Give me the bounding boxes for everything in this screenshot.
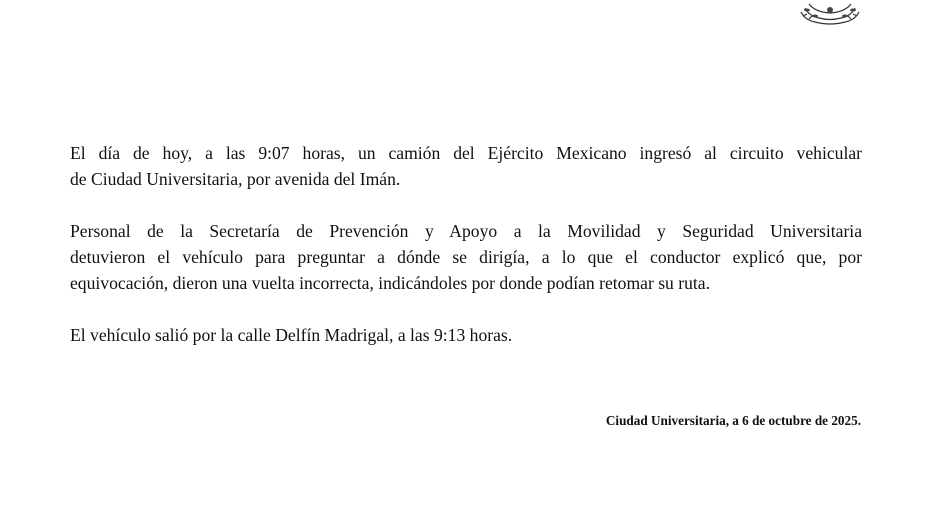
paragraph-line: detuvieron el vehículo para preguntar a dónde se dirigía, a lo que el conductor explicó que, por (70, 247, 862, 267)
institutional-seal-icon (795, 0, 865, 26)
date-line: Ciudad Universitaria, a 6 de octubre de 2025. (605, 413, 861, 428)
paragraph-line: Personal de la Secretaría de Prevención y Apoyo a la Movilidad y Seguridad Universitaria (70, 221, 862, 241)
paragraph-line: de Ciudad Universitaria, por avenida del Imán. (70, 169, 401, 189)
paragraph-3 (70, 322, 862, 348)
paragraph-line: El día de hoy, a las 9:07 horas, un camión del Ejército Mexicano ingresó al circuito vehicular (70, 143, 862, 163)
paragraph-line: El vehículo salió por la calle Delfín Madrigal, a las 9:13 horas. (70, 325, 513, 345)
paragraph-1 (70, 140, 862, 192)
paragraph-line: equivocación, dieron una vuelta incorrecta, indicándoles por donde podían retomar su ruta. (70, 273, 710, 293)
paragraph-2 (70, 218, 862, 296)
document-body (70, 140, 862, 374)
